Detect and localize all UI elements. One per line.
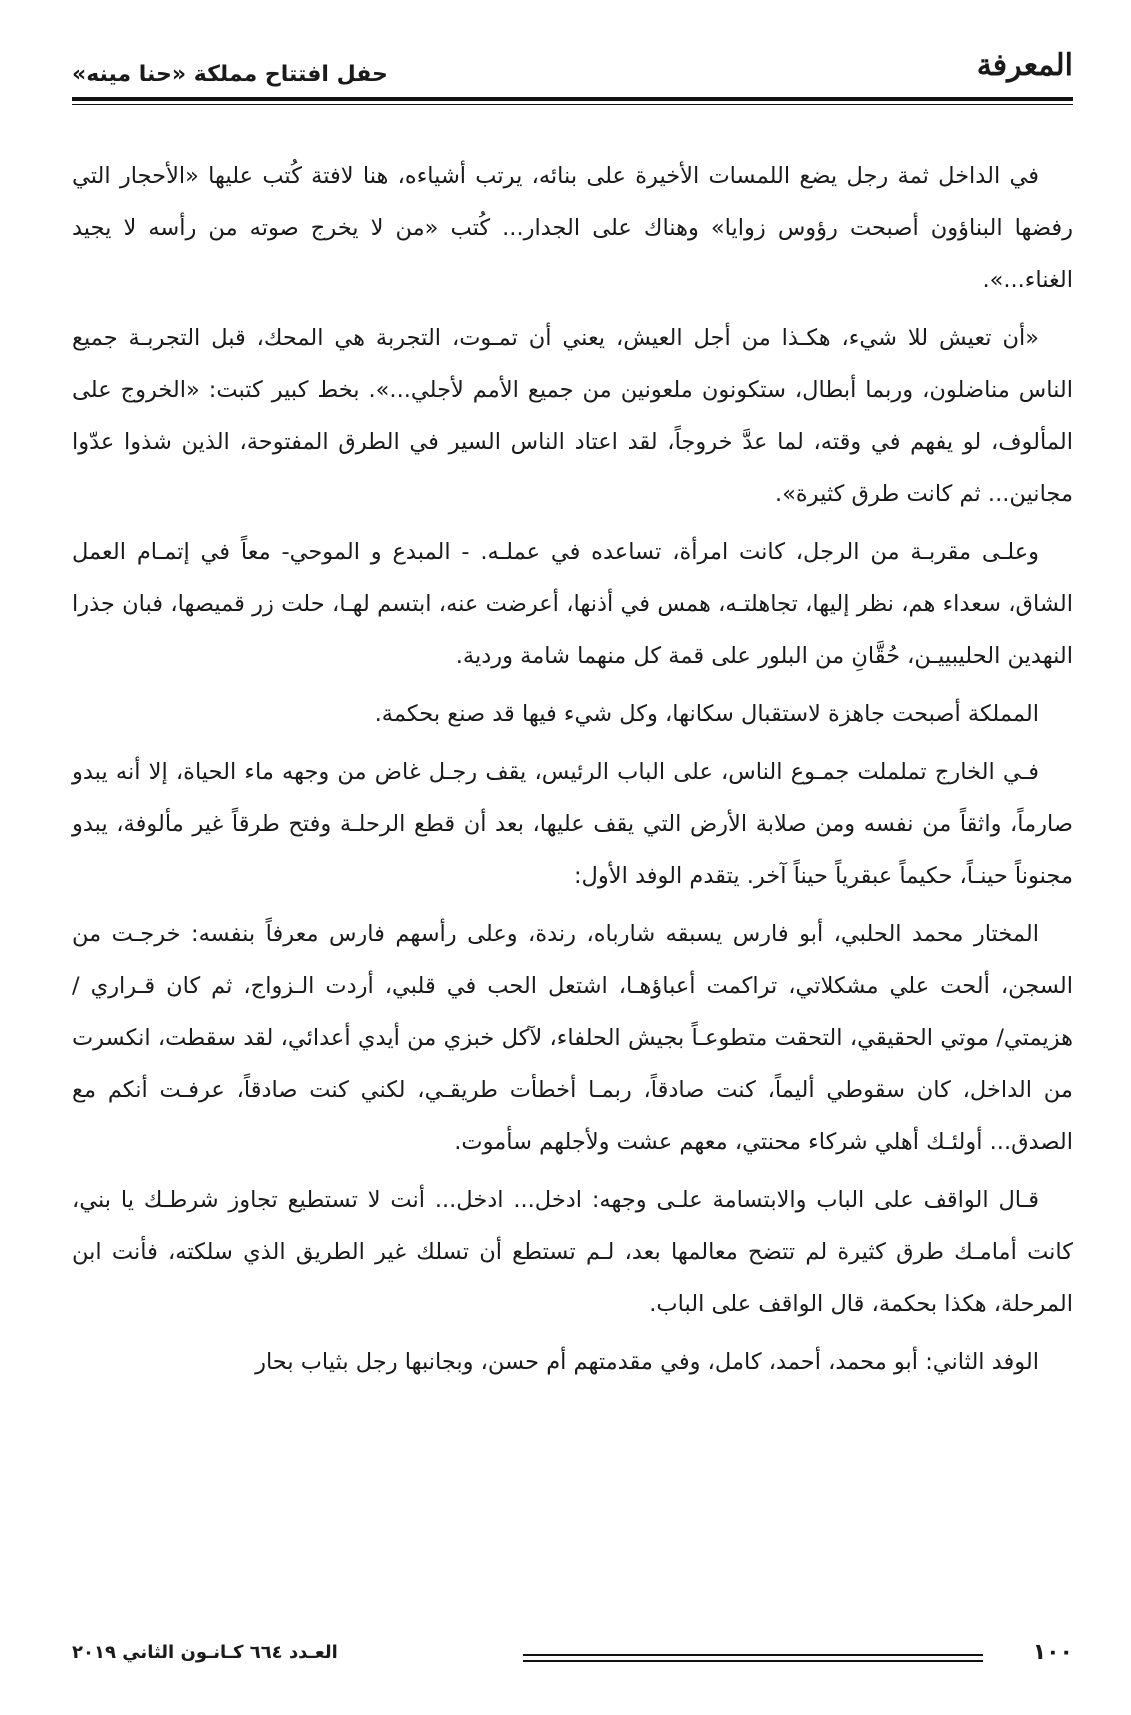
page-header (72, 40, 1073, 98)
page-footer (72, 1640, 1073, 1680)
footer-rule (523, 1654, 983, 1656)
header-rule-thick (72, 97, 1073, 101)
paragraph: وعلـى مقربـة من الرجل، كانت امرأة، تساعده في عملـه. - المبدع و الموحي- معاً في إتمـام العمل الشاق، سعداء هم، نظر إليها، تجاهلتـه، همس في أذنها، أعرضت عنه، ابتسم لهـا، حلت زر قميصها، فبان جذرا النهدين الحليبييـن، حُقَّانِ من البلور على قمة كل منهما شامة وردية. (72, 539, 1073, 669)
paragraph: فـي الخارج تململت جمـوع الناس، على الباب الرئيس، يقف رجـل غاض من وجهه ماء الحياة، إلا أنه يبدو صارماً، واثقاً من نفسه ومن صلابة الأرض التي يقف عليها، بعد أن قطع الرحلـة وفتح طرقاً غير مألوفة، يبدو مجنوناً حينـاً، حكيماً عبقرياً حيناً آخر. يتقدم الوفد الأول: (72, 759, 1073, 889)
paragraph: في الداخل ثمة رجل يضع اللمسات الأخيرة على بنائه، يرتب أشياءه، هنا لافتة كُتب عليها «الأحجار التي رفضها البناؤون أصبحت رؤوس زوايا» وهناك على الجدار... كُتب «من لا يخرج صوته من رأسه لا يجيد الغناء...». (72, 163, 1073, 293)
paragraph: المختار محمد الحلبي، أبو فارس يسبقه شارباه، رندة، وعلى رأسهم فارس معرفاً بنفسه: خرجـت من السجن، ألحت علي مشكلاتي، تراكمت أعباؤهـا، اشتعل الحب في قلبي، أردت الـزواج، ثم كان قـراري /هزيمتي/ موتي الحقيقي، التحقت متطوعـاً بجيش الحلفاء، لآكل خبزي من أيدي أعدائي، لقد سقطت، انكسرت من الداخل، كان سقوطي أليماً، كنت صادقاً، ربمـا أخطأت طريقـي، لكني كنت صادقاً، عرفـت أنكم مع الصدق... أولئـك أهلي شركاء محنتي، معهم عشت ولأجلهم سأموت. (72, 921, 1073, 1155)
running-title: حفل افتتاح مملكة «حنا مينه» (72, 62, 388, 87)
issue-info: العـدد ٦٦٤ كـانـون الثاني ٢٠١٩ (72, 1642, 338, 1663)
header-rule-thin (72, 104, 1073, 105)
paragraph: المملكة أصبحت جاهزة لاستقبال سكانها، وكل شيء فيها قد صنع بحكمة. (374, 701, 1039, 727)
page-number: ١٠٠ (1032, 1640, 1073, 1665)
paragraph: الوفد الثاني: أبو محمد، أحمد، كامل، وفي مقدمتهم أم حسن، وبجانبها رجل بثياب بحار (255, 1349, 1039, 1375)
paragraph: «أن تعيش للا شيء، هكـذا من أجل العيش، يعني أن تمـوت، التجربة هي المحك، قبل التجربـة جميع الناس مناضلون، وربما أبطال، ستكونون ملعونين من جميع الأمم لأجلي...». بخط كبير كتبت: «الخروج على المألوف، لو يفهم في وقته، لما عدَّ خروجاً، لقد اعتاد الناس السير في الطرق المفتوحة، الذين شذوا عدّوا مجانين... ثم كانت طرق كثيرة». (72, 325, 1073, 507)
footer-rule (523, 1660, 983, 1662)
article-body (72, 150, 1073, 1394)
paragraph: قـال الواقف على الباب والابتسامة علـى وجهه: ادخل... ادخل... أنت لا تستطيع تجاوز شرطـك يا بني، كانت أمامـك طرق كثيرة لم تتضح معالمها بعد، لـم تستطع أن تسلك غير الطريق الذي سلكته، فأنت ابن المرحلة، هكذا بحكمة، قال الواقف على الباب. (72, 1187, 1073, 1317)
magazine-logo: المعرفة (976, 48, 1073, 83)
